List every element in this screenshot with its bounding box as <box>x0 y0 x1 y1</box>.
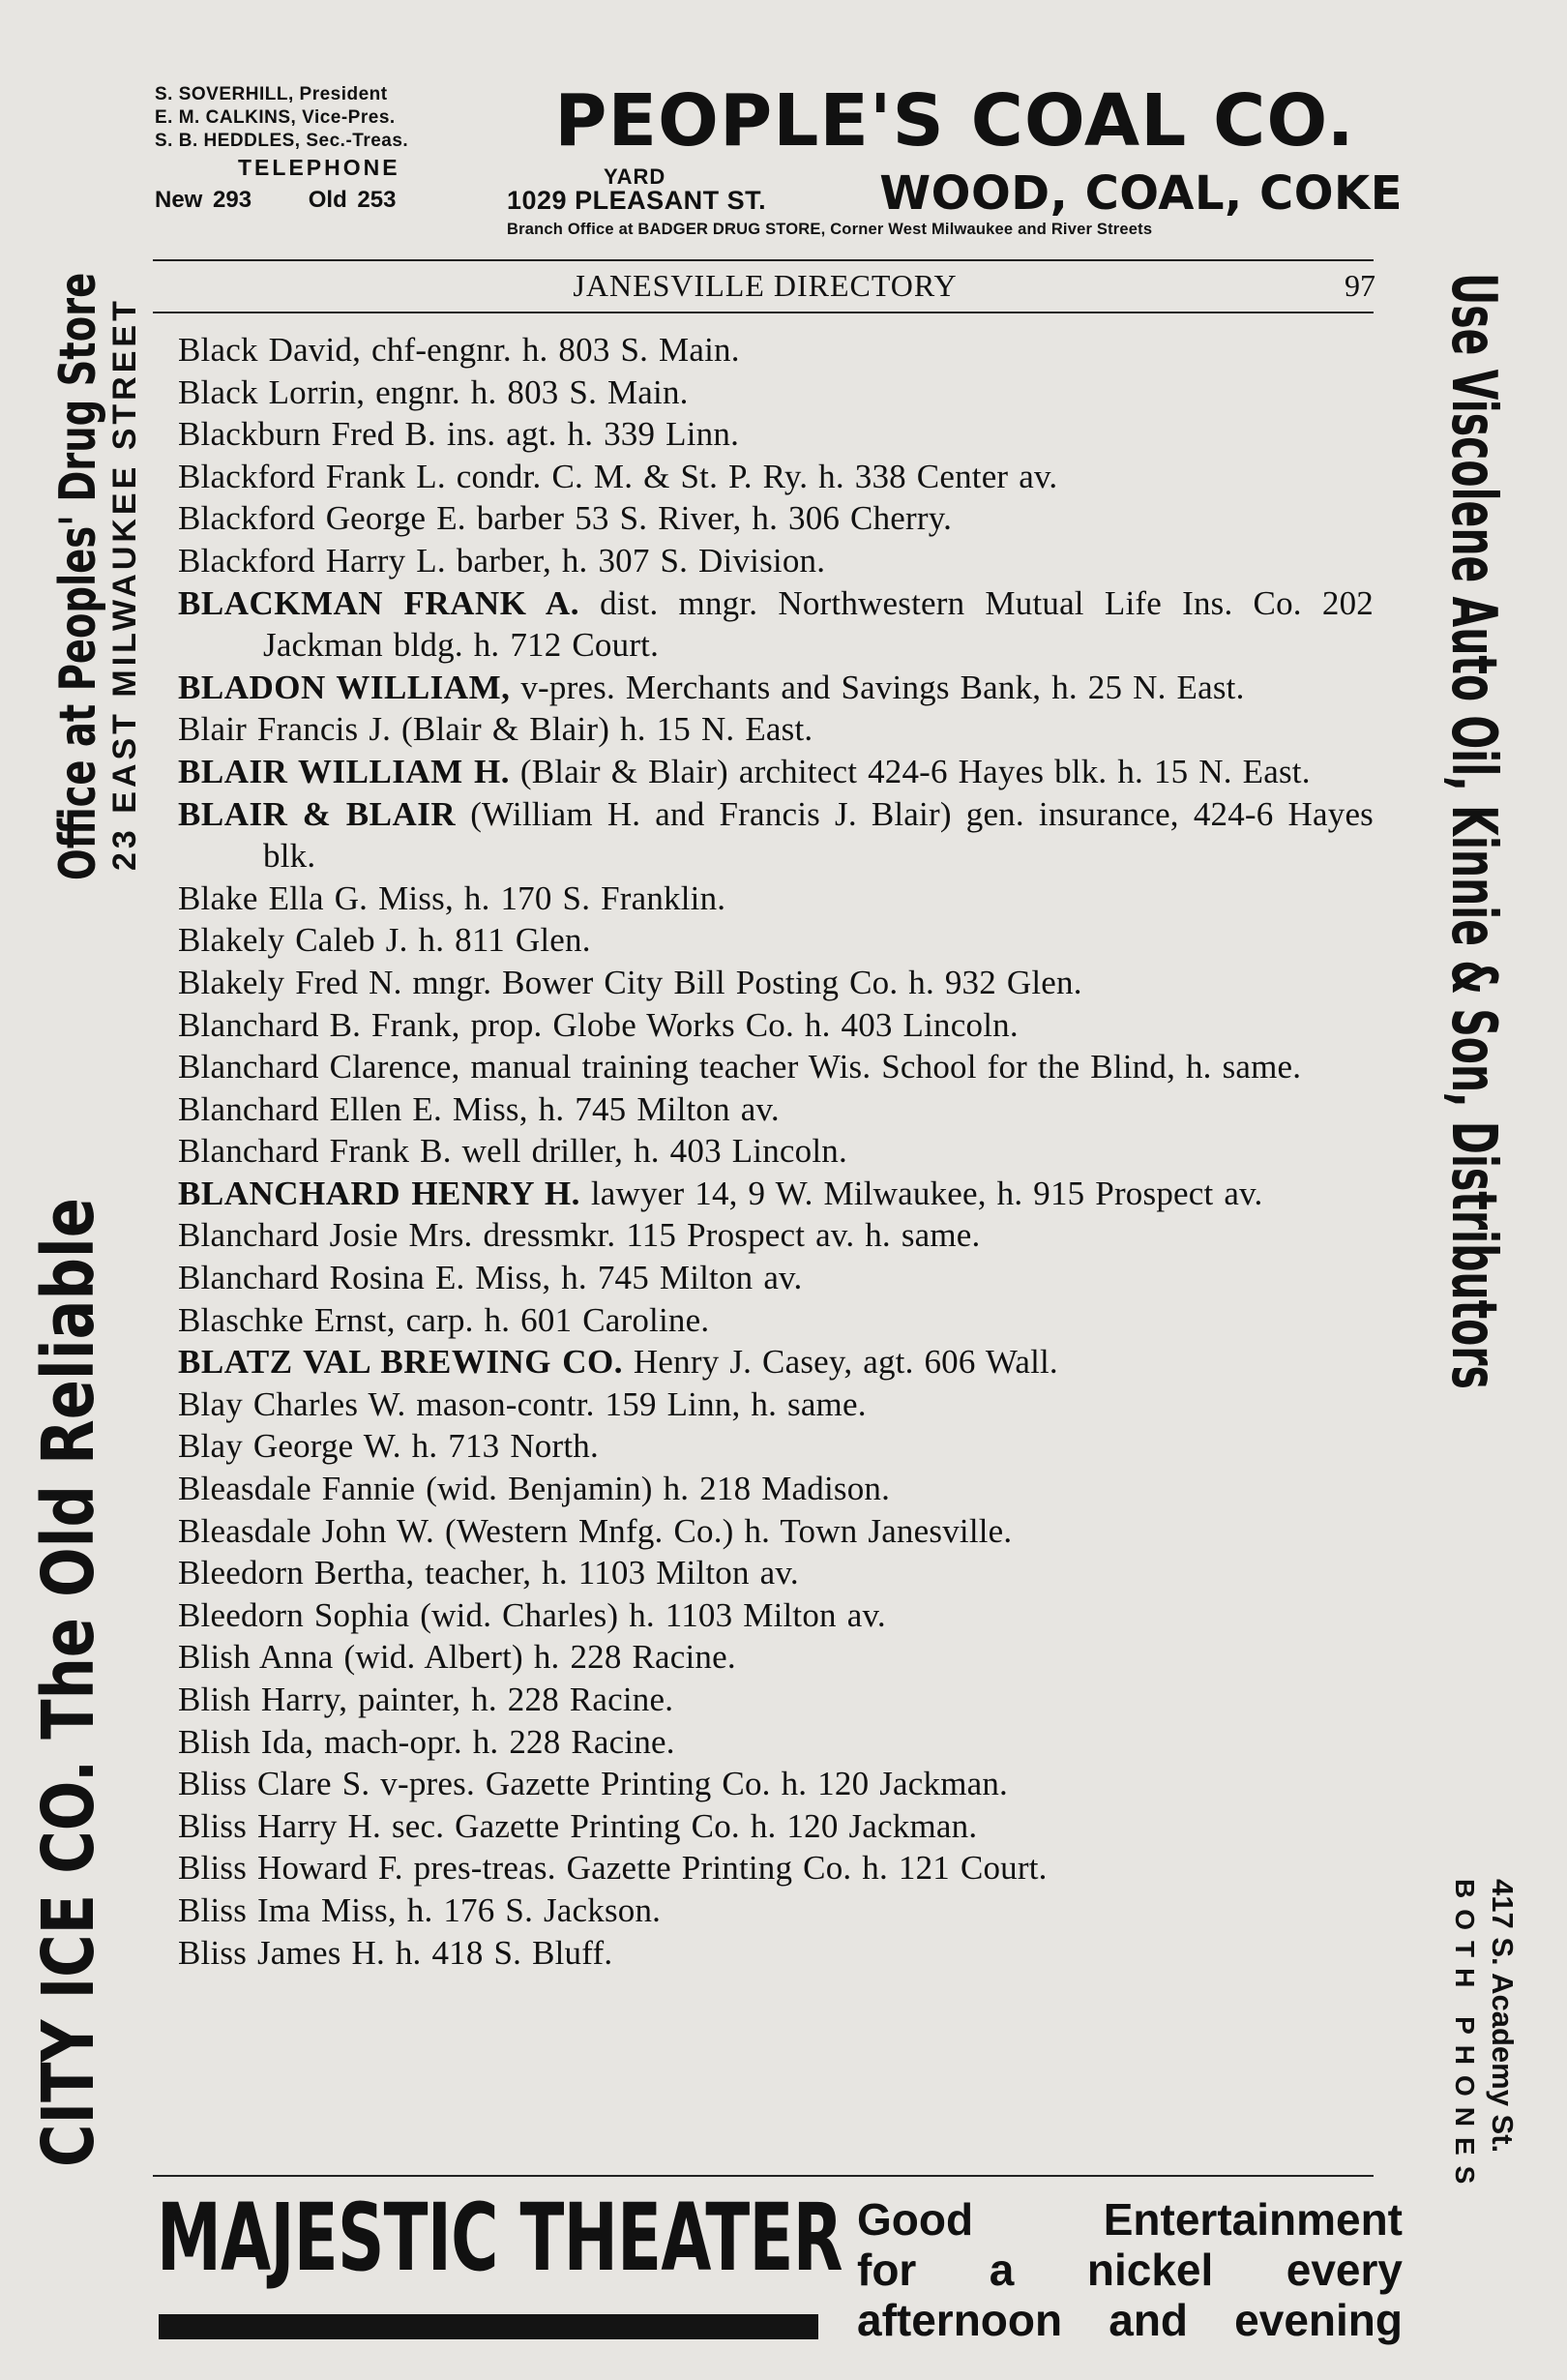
majestic-theater-advertisement <box>155 2185 1403 2349</box>
entry-details: manual training teacher Wis. School for the Blind, h. same. <box>470 1048 1302 1086</box>
entry-details: ins. agt. h. 339 Linn. <box>446 415 740 454</box>
directory-entry <box>178 1763 1374 1805</box>
kinnie-address: 417 S. Academy St. <box>1486 1879 1520 2154</box>
directory-entry <box>178 1046 1374 1088</box>
entry-name: Blanchard Rosina E. Miss, <box>178 1259 551 1297</box>
entry-name: Blish Harry, <box>178 1681 348 1718</box>
directory-entry <box>178 1889 1374 1932</box>
entry-name: Blish Anna <box>178 1638 334 1677</box>
entry-details: Henry J. Casey, agt. 606 Wall. <box>633 1343 1058 1382</box>
directory-entry <box>178 878 1374 920</box>
city-ice-office: Office at Peoples' Drug Store <box>49 272 107 880</box>
directory-entry <box>178 456 1374 498</box>
telephone-label: TELEPHONE <box>238 155 400 180</box>
directory-title: JANESVILLE DIRECTORY <box>573 268 958 303</box>
viscolene-advertisement: Use Viscolene Auto Oil, Kinnie & Son, Distributors <box>1437 273 1509 1389</box>
entry-details: painter, h. 228 Racine. <box>358 1681 674 1718</box>
directory-entry <box>178 1679 1374 1721</box>
company-officers <box>155 83 464 214</box>
entry-details: v-pres. Merchants and Savings Bank, h. 25 N. East. <box>520 668 1245 706</box>
directory-entry <box>178 1636 1374 1679</box>
header-rule-bottom <box>153 312 1374 313</box>
entry-name: Bliss Clare S. <box>178 1765 370 1803</box>
entry-name: Blakely Fred N. <box>178 963 402 1001</box>
directory-entry <box>178 1847 1374 1889</box>
entry-details: (wid. Charles) h. 1103 Milton av. <box>420 1595 886 1634</box>
entry-details: barber, h. 307 S. Division. <box>456 541 826 580</box>
directory-entry <box>178 372 1374 414</box>
company-name: PEOPLE'S COAL CO. <box>554 79 1355 163</box>
telephone-numbers <box>155 187 464 214</box>
entry-name: Blair Francis J. <box>178 710 392 749</box>
directory-entry <box>178 1594 1374 1637</box>
entry-name: Blay George W. <box>178 1427 401 1466</box>
entry-details: carp. h. 601 Caroline. <box>405 1300 710 1339</box>
entry-name: Black David, <box>178 331 362 369</box>
officer-secretary-treasurer: S. B. HEDDLES, Sec.-Treas. <box>155 131 409 151</box>
directory-entry <box>178 793 1374 878</box>
entry-details: h. 713 North. <box>411 1427 599 1466</box>
directory-entry <box>178 1341 1374 1383</box>
running-header <box>155 264 1375 307</box>
entry-name: Blish Ida, <box>178 1722 314 1761</box>
directory-entry <box>178 329 1374 372</box>
entry-name: Blanchard Frank B. <box>178 1132 452 1171</box>
entry-details: h. 745 Milton av. <box>538 1089 780 1128</box>
entry-details: h. 176 S. Jackson. <box>406 1890 662 1929</box>
entry-name: Blanchard B. Frank, <box>178 1005 460 1044</box>
phone-new: New 293 <box>155 187 252 213</box>
entry-name: Blanchard Clarence, <box>178 1048 460 1086</box>
entry-name: Blanchard Ellen E. Miss, <box>178 1089 528 1128</box>
entry-name: Bliss Howard F. <box>178 1849 403 1888</box>
directory-entry <box>178 540 1374 582</box>
entry-name: BLACKMAN FRANK A. <box>178 583 579 622</box>
officer-president: S. SOVERHILL, President <box>155 84 388 104</box>
kinnie-phones: BOTH PHONES <box>1450 1879 1480 2195</box>
directory-entry <box>178 1425 1374 1468</box>
directory-entry <box>178 1510 1374 1553</box>
directory-entry <box>178 1214 1374 1257</box>
officer-vice-president: E. M. CALKINS, Vice-Pres. <box>155 107 396 128</box>
entry-name: Blackford George E. <box>178 499 466 538</box>
theater-underline-bar <box>159 2314 818 2339</box>
entry-name: Blakely Caleb J. <box>178 921 408 960</box>
branch-office: Branch Office at BADGER DRUG STORE, Corner West Milwaukee and River Streets <box>507 221 1153 238</box>
yard-street: 1029 PLEASANT ST. <box>507 186 767 215</box>
directory-entry <box>178 708 1374 751</box>
entry-details: h. 811 Glen. <box>418 921 591 960</box>
entry-name: BLADON WILLIAM, <box>178 668 511 706</box>
entry-details: h. 170 S. Franklin. <box>463 878 726 917</box>
directory-entry <box>178 667 1374 709</box>
entry-details: (wid. Benjamin) h. 218 Madison. <box>426 1470 891 1508</box>
header-rule-top <box>153 259 1374 261</box>
directory-entry <box>178 1173 1374 1215</box>
theater-name: MAJESTIC THEATER <box>157 2184 843 2292</box>
entry-details: dressmkr. 115 Prospect av. h. same. <box>483 1216 981 1255</box>
entry-details: barber 53 S. River, h. 306 Cherry. <box>476 499 953 538</box>
entry-name: Bleedorn Sophia <box>178 1595 410 1634</box>
directory-entry <box>178 413 1374 456</box>
footer-rule <box>153 2175 1374 2177</box>
directory-entry <box>178 582 1374 667</box>
entry-details: lawyer 14, 9 W. Milwaukee, h. 915 Prospect av. <box>590 1174 1263 1212</box>
directory-entry <box>178 1299 1374 1342</box>
entry-details: mach-opr. h. 228 Racine. <box>324 1722 675 1761</box>
directory-entry <box>178 497 1374 540</box>
yard-label: YARD <box>604 164 666 189</box>
entry-details: (Western Mnfg. Co.) h. Town Janesville. <box>444 1511 1013 1550</box>
directory-entry <box>178 751 1374 793</box>
city-ice-advertisement: CITY ICE CO. The Old Reliable <box>27 1198 110 2167</box>
entry-name: Blackburn Fred B. <box>178 415 436 454</box>
yard-row <box>507 163 1403 221</box>
directory-entry <box>178 1130 1374 1173</box>
directory-entry <box>178 1468 1374 1510</box>
entry-name: BLAIR & BLAIR <box>178 794 457 833</box>
entry-details: dist. mngr. Northwestern Mutual Life Ins. Co. 202 Jackman bldg. h. 712 Court. <box>263 583 1374 665</box>
entry-details: (Blair & Blair) architect 424-6 Hayes blk. h. 15 N. East. <box>519 752 1311 790</box>
theater-tagline <box>857 2194 1403 2345</box>
entry-details: (wid. Albert) h. 228 Racine. <box>343 1638 736 1677</box>
directory-entry <box>178 1088 1374 1131</box>
entry-details: prop. Globe Works Co. h. 403 Lincoln. <box>470 1005 1019 1044</box>
directory-entry <box>178 1004 1374 1047</box>
entry-details: v-pres. Gazette Printing Co. h. 120 Jackman. <box>380 1765 1009 1803</box>
directory-entries <box>178 329 1374 1974</box>
entry-name: Black Lorrin, <box>178 372 366 411</box>
entry-details: chf-engnr. h. 803 S. Main. <box>371 331 740 369</box>
phone-old: Old 253 <box>308 187 397 213</box>
entry-details: (William H. and Francis J. Blair) gen. insurance, 424-6 Hayes blk. <box>263 794 1375 876</box>
entry-name: Blay Charles W. <box>178 1384 406 1423</box>
entry-details: engnr. h. 803 S. Main. <box>375 372 689 411</box>
entry-details: h. 418 S. Bluff. <box>395 1933 613 1972</box>
entry-details: well driller, h. 403 Lincoln. <box>461 1132 847 1171</box>
page-number: 97 <box>1345 268 1375 303</box>
entry-name: Bliss Ima Miss, <box>178 1890 397 1929</box>
entry-details: sec. Gazette Printing Co. h. 120 Jackman. <box>391 1806 978 1845</box>
entry-details: pres-treas. Gazette Printing Co. h. 121 Court. <box>413 1849 1048 1888</box>
entry-name: BLATZ VAL BREWING CO. <box>178 1343 623 1382</box>
entry-details: (Blair & Blair) h. 15 N. East. <box>401 710 813 749</box>
entry-name: Blackford Frank L. <box>178 457 446 495</box>
tagline-line: afternoon and evening <box>857 2295 1403 2345</box>
entry-name: Bliss James H. <box>178 1933 385 1972</box>
entry-name: Blake Ella G. Miss, <box>178 878 454 917</box>
products-list: WOOD, COAL, COKE <box>879 166 1403 221</box>
directory-entry <box>178 1383 1374 1426</box>
entry-name: Bliss Harry H. <box>178 1806 381 1845</box>
entry-name: Blackford Harry L. <box>178 541 446 580</box>
entry-details: mason-contr. 159 Linn, h. same. <box>416 1384 867 1423</box>
entry-details: mngr. Bower City Bill Posting Co. h. 932 Glen. <box>412 963 1082 1001</box>
tagline-line: for a nickel every <box>857 2245 1403 2295</box>
directory-entry <box>178 1805 1374 1848</box>
city-ice-street: 23 EAST MILWAUKEE STREET <box>106 297 143 871</box>
entry-name: BLANCHARD HENRY H. <box>178 1174 580 1212</box>
directory-entry <box>178 1257 1374 1299</box>
entry-name: Bleasdale Fannie <box>178 1470 416 1508</box>
entry-name: Bleedorn Bertha, <box>178 1554 415 1592</box>
entry-name: Blanchard Josie Mrs. <box>178 1216 473 1255</box>
directory-entry <box>178 1721 1374 1764</box>
entry-name: BLAIR WILLIAM H. <box>178 752 510 790</box>
entry-details: condr. C. M. & St. P. Ry. h. 338 Center av. <box>456 457 1058 495</box>
directory-entry <box>178 919 1374 962</box>
tagline-line: Good Entertainment <box>857 2194 1403 2245</box>
directory-entry <box>178 962 1374 1004</box>
peoples-coal-advertisement <box>155 77 1403 252</box>
entry-name: Bleasdale John W. <box>178 1511 435 1550</box>
directory-entry <box>178 1932 1374 1975</box>
entry-details: h. 745 Milton av. <box>561 1259 803 1297</box>
entry-name: Blaschke Ernst, <box>178 1300 396 1339</box>
entry-details: teacher, h. 1103 Milton av. <box>425 1554 799 1592</box>
directory-entry <box>178 1552 1374 1594</box>
